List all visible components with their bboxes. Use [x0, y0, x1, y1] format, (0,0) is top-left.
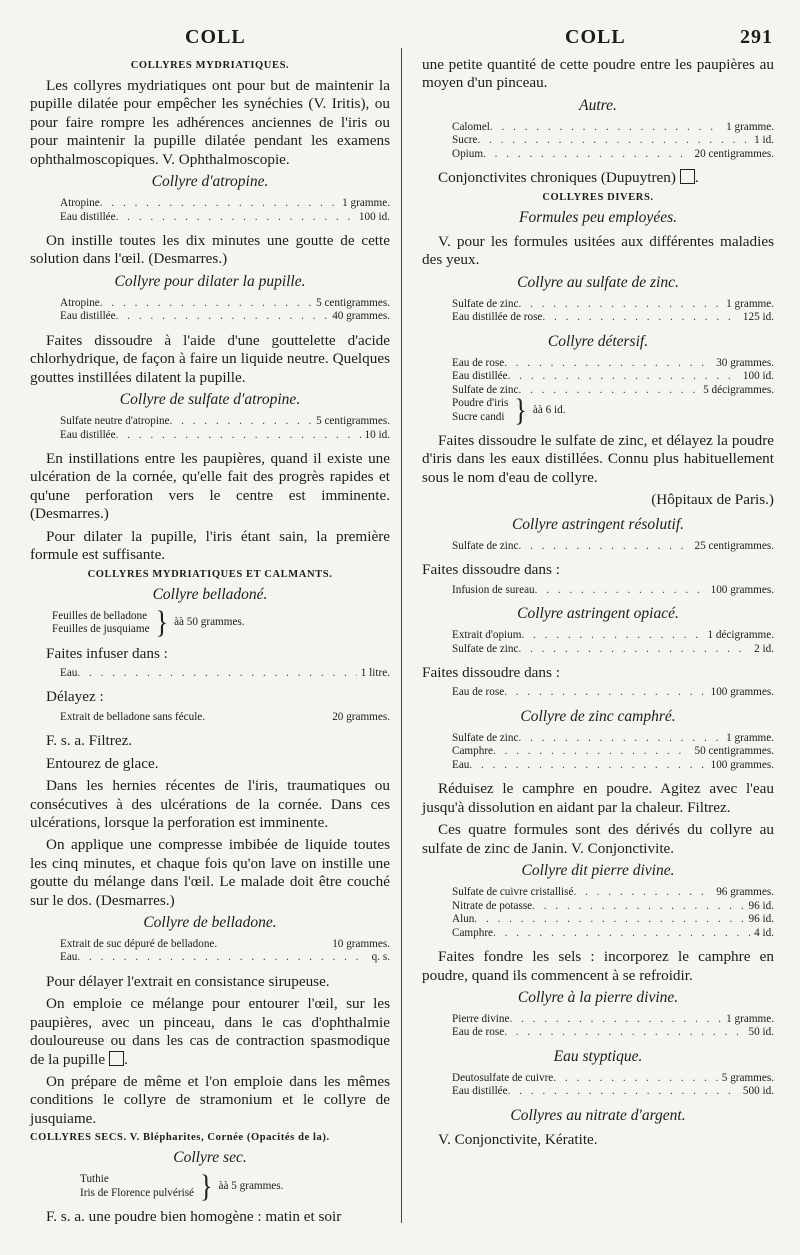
quantity: 5 grammes.	[721, 1071, 774, 1084]
recipe-line	[422, 121, 774, 135]
paragraph: V. Conjonctivite, Kératite.	[438, 1130, 598, 1148]
recipe-line	[422, 1013, 774, 1027]
quantity: 10 id.	[364, 428, 390, 441]
recipe-line	[30, 951, 390, 965]
paragraph: On instille toutes les dix minutes une goutte de cette solution dans l'œil. (Desmarres.)	[30, 232, 390, 268]
recipe	[30, 297, 390, 324]
paragraph: Entourez de glace.	[46, 754, 159, 772]
quantity: 1 litre.	[360, 666, 390, 679]
quantity: àà 50 grammes.	[174, 616, 245, 629]
recipe	[422, 584, 774, 598]
ingredient-list	[452, 397, 508, 424]
quantity: 50 centigrammes.	[694, 745, 774, 758]
ingredient: Extrait d'opium	[452, 629, 522, 642]
recipe	[422, 1013, 774, 1040]
ingredient: Alun	[452, 913, 475, 926]
quantity: 30 grammes.	[716, 356, 774, 369]
recipe-title: Collyre détersif.	[547, 332, 649, 350]
recipe-line	[422, 900, 774, 914]
ingredient: Eau	[452, 758, 470, 771]
recipe-line	[30, 667, 390, 681]
paragraph-text: On emploie ce mélange pour entourer l'œil, sur les paupières, avec un pinceau, dans le cas d'ophthalmie douloureuse ou dans les cas de contraction spasmodique de la pupille	[30, 995, 390, 1068]
ingredient: Eau distillée	[60, 310, 116, 323]
ingredient: Sulfate de zinc	[452, 731, 519, 744]
square-symbol-icon	[109, 1051, 124, 1066]
ingredient: Eau distillée	[60, 210, 116, 223]
ingredient: Eau de rose	[452, 356, 505, 369]
paragraph: On applique une compresse imbibée de liquide toutes les cinq minutes, et chaque fois qu'on lave on instille une goutte du mélange dans l'œil. Le malade doit être couché sur le dos. (Desmarres.)	[30, 836, 390, 909]
quantity: 96 id.	[748, 899, 774, 912]
ingredient: Camphre	[452, 745, 494, 758]
recipe-group	[30, 1168, 390, 1204]
quantity: 1 décigramme.	[707, 629, 774, 642]
recipe-title: Collyre astringent résolutif.	[511, 515, 685, 533]
recipe-title: Collyre belladoné.	[152, 585, 268, 603]
recipe-title: Formules peu employées.	[519, 208, 677, 226]
quantity: 10 grammes.	[332, 937, 390, 950]
ingredient: Sulfate de zinc	[452, 642, 519, 655]
ingredient: Sucre candi	[452, 410, 505, 423]
quantity: 25 centigrammes.	[694, 539, 774, 552]
recipe-line	[422, 134, 774, 148]
quantity: 40 grammes.	[332, 310, 390, 323]
brace-glyph: }	[514, 392, 527, 428]
recipe-line	[422, 913, 774, 927]
recipe	[30, 415, 390, 442]
section-heading: COLLYRES DIVERS.	[542, 191, 654, 203]
paragraph: Faites dissoudre dans :	[422, 664, 560, 682]
ingredient: Sulfate de zinc	[452, 297, 519, 310]
paragraph: On emploie ce mélange pour entourer l'œil, sur les paupières, avec un pinceau, dans le cas d'ophthalmie douloureuse ou dans les cas de contraction spasmodique de la pupille .	[30, 995, 390, 1068]
recipe-title: Eau styptique.	[553, 1047, 643, 1065]
recipe-line	[422, 629, 774, 643]
paragraph: Ces quatre formules sont des dérivés du collyre au sulfate de zinc de Janin. V. Conjonctivite.	[422, 821, 774, 857]
recipe-title: Collyre astringent opiacé.	[517, 605, 679, 623]
recipe-title: Collyre dit pierre divine.	[521, 862, 675, 880]
recipe-title: Collyres au nitrate d'argent.	[510, 1106, 686, 1124]
paragraph: Faites fondre les sels : incorporez le camphre en poudre, quand ils commencent à se refroidir.	[422, 948, 774, 984]
ingredient: Extrait de suc dépuré de belladone.	[60, 937, 218, 950]
paragraph: Conjonctivites chroniques (Dupuytren) .	[438, 169, 699, 187]
quantity: 100 grammes.	[710, 758, 774, 771]
recipe-title: Collyre de zinc camphré.	[520, 707, 676, 725]
recipe-line	[422, 1085, 774, 1099]
ingredient: Sulfate de zinc	[452, 539, 519, 552]
paragraph: Réduisez le camphre en poudre. Agitez avec l'eau jusqu'à dissolution en aidant par la chaleur. Filtrez.	[422, 780, 774, 816]
recipe-line	[30, 197, 390, 211]
section-heading: COLLYRES MYDRIATIQUES.	[130, 60, 290, 71]
recipe-line	[422, 298, 774, 312]
recipe	[422, 121, 774, 162]
ingredient: Eau distillée	[60, 428, 116, 441]
paragraph: Faites infuser dans :	[46, 644, 168, 662]
paragraph-text: Conjonctivites chroniques (Dupuytren)	[438, 169, 676, 187]
paragraph: Les collyres mydriatiques ont pour but de maintenir la pupille dilatée pour empêcher les synéchies (V. Iritis), ou pour faire rompre les adhérences anciennes de l'iris ou pour maintenir la pupille dilatée pendant les examens ophthalmoscopiques. V. Ophthalmoscopie.	[30, 77, 390, 168]
recipe-line	[422, 148, 774, 162]
recipe-title: Collyre à la pierre divine.	[517, 988, 679, 1006]
ingredient: Atropine	[60, 197, 100, 210]
quantity: 50 id.	[748, 1026, 774, 1039]
recipe-title: Collyre pour dilater la pupille.	[114, 272, 306, 290]
recipe-title: Autre.	[579, 96, 617, 114]
quantity: 5 centigrammes.	[316, 296, 390, 309]
paragraph: Faites dissoudre à l'aide d'une gouttelette d'acide chlorhydrique, de façon à faire un liquide neutre. Quelques gouttes instillées dilatent la pupille.	[30, 331, 390, 386]
paragraph: Faites dissoudre dans :	[422, 561, 560, 579]
recipe-group	[422, 392, 774, 428]
recipe	[30, 938, 390, 965]
quantity: 1 id.	[754, 134, 774, 147]
paragraph: V. pour les formules usitées aux différentes maladies des yeux.	[422, 232, 774, 269]
paragraph: F. s. a. une poudre bien homogène : matin et soir	[46, 1208, 342, 1226]
ingredient: Nitrate de potasse	[452, 899, 533, 912]
recipe-line	[30, 297, 390, 311]
quantity: 5 décigrammes.	[703, 383, 774, 396]
header-right-word: COLL	[565, 26, 626, 48]
ingredient: Feuilles de belladone	[52, 609, 148, 622]
ingredient: Calomel	[452, 120, 490, 133]
right-column	[422, 56, 774, 1153]
paragraph: Pour dilater la pupille, l'iris étant sain, la première formule est suffisante.	[30, 527, 390, 564]
recipe-line	[422, 686, 774, 700]
ingredient: Sulfate neutre d'atropine	[60, 415, 170, 428]
quantity: 1 gramme.	[726, 297, 774, 310]
paragraph: Dans les hernies récentes de l'iris, traumatiques ou consécutives à des ulcérations de la cornée. Dans ces ulcérations, lorsque la perforation est imminente.	[30, 777, 390, 831]
recipe-title: Collyre sec.	[173, 1149, 247, 1167]
quantity: 500 id.	[742, 1085, 774, 1098]
recipe	[422, 298, 774, 325]
ingredient: Eau distillée	[452, 370, 508, 383]
ingredient: Feuilles de jusquiame	[52, 623, 150, 635]
recipe-line	[422, 1026, 774, 1040]
quantity: 1 gramme.	[726, 120, 774, 133]
recipe	[30, 197, 390, 224]
header-left-word: COLL	[185, 26, 246, 48]
ingredient: Infusion de sureau	[452, 583, 535, 596]
quantity: 100 grammes.	[710, 583, 774, 596]
ingredient: Eau distillée	[452, 1085, 508, 1098]
brace-glyph: }	[155, 605, 169, 640]
ingredient: Tuthie	[80, 1173, 109, 1186]
recipe-line	[422, 759, 774, 773]
ingredient: Deutosulfate de cuivre	[452, 1071, 554, 1084]
recipe-line	[30, 211, 390, 225]
quantity: 20 grammes.	[332, 710, 390, 723]
paragraph: Faites dissoudre le sulfate de zinc, et délayez la poudre d'iris dans les eaux distillées. Connu plus habituellement sous le nom d'eau de collyre.	[422, 432, 774, 486]
recipe-line	[422, 311, 774, 325]
recipe-line	[422, 357, 774, 371]
recipe-line	[422, 927, 774, 941]
ingredient: Eau de rose	[452, 1026, 505, 1039]
paragraph: En instillations entre les paupières, quand il existe une ulcération de la cornée, qu'elle fait des progrès rapides et qu'une perforation vers le centre est imminente. (Desmarres.)	[30, 450, 390, 523]
recipe	[30, 667, 390, 681]
paragraph: F. s. a. Filtrez.	[46, 732, 133, 750]
left-column	[30, 56, 390, 1231]
recipe-title: Collyre de belladone.	[143, 913, 277, 931]
recipe-line	[422, 886, 774, 900]
recipe-group	[30, 605, 390, 640]
recipe	[422, 356, 774, 428]
ingredient: Camphre	[452, 926, 494, 939]
ingredient: Iris de Florence pulvérisé	[80, 1186, 195, 1199]
quantity: 1 gramme.	[726, 1012, 774, 1025]
recipe-line	[422, 1072, 774, 1086]
recipe-line	[30, 711, 390, 725]
quantity: 20 centigrammes.	[694, 147, 774, 160]
recipe-line	[422, 370, 774, 384]
recipe	[422, 629, 774, 656]
quantity: q. s.	[371, 951, 390, 964]
column-divider	[401, 48, 402, 1223]
recipe	[30, 711, 390, 725]
square-symbol-icon	[680, 169, 695, 184]
ingredient: Pierre divine	[452, 1012, 510, 1025]
ingredient-list	[80, 1173, 194, 1200]
recipe-title: Collyre de sulfate d'atropine.	[119, 391, 301, 409]
citation: (Hôpitaux de Paris.)	[651, 491, 774, 509]
recipe	[422, 1072, 774, 1099]
recipe-title: Collyre au sulfate de zinc.	[517, 273, 679, 291]
recipe-line	[30, 415, 390, 429]
recipe-line	[30, 429, 390, 443]
quantity: 125 id.	[742, 311, 774, 324]
paragraph: On prépare de même et l'on emploie dans les mêmes conditions le collyre de stramonium et le collyre de jusquiame.	[30, 1073, 390, 1127]
recipe	[422, 886, 774, 940]
recipe-line	[422, 643, 774, 657]
quantity: 96 grammes.	[716, 886, 774, 899]
recipe-line	[422, 540, 774, 554]
quantity: 1 gramme.	[726, 731, 774, 744]
paragraph: une petite quantité de cette poudre entre les paupières au moyen d'un pinceau.	[422, 56, 774, 92]
quantity: 100 id.	[358, 210, 390, 223]
ingredient: Sulfate de cuivre cristallisé	[452, 886, 574, 899]
ingredient: Eau distillée de rose	[452, 311, 543, 324]
recipe	[422, 732, 774, 773]
recipe-line	[422, 584, 774, 598]
brace-glyph: }	[200, 1168, 213, 1204]
recipe	[422, 686, 774, 700]
ingredient: Extrait de belladone sans fécule.	[60, 710, 206, 723]
quantity: àà 6 id.	[532, 403, 566, 416]
section-heading: COLLYRES MYDRIATIQUES ET CALMANTS.	[87, 568, 333, 580]
recipe-line	[30, 310, 390, 324]
running-header	[0, 26, 800, 50]
recipe-line	[422, 745, 774, 759]
ingredient: Opium	[452, 147, 484, 160]
ingredient-list	[52, 610, 150, 637]
quantity: 1 gramme.	[342, 197, 390, 210]
page-number: 291	[740, 26, 773, 48]
quantity: 4 id.	[754, 926, 774, 939]
recipe-line	[30, 938, 390, 952]
quantity: àà 5 grammes.	[218, 1179, 284, 1192]
recipe-line	[422, 384, 774, 398]
quantity: 100 grammes.	[710, 686, 774, 699]
recipe	[422, 540, 774, 554]
ingredient: Eau	[60, 666, 78, 679]
paragraph: Délayez :	[46, 688, 104, 706]
ingredient: Eau	[60, 951, 78, 964]
paragraph: Pour délayer l'extrait en consistance sirupeuse.	[46, 972, 330, 990]
quantity: 100 id.	[742, 370, 774, 383]
ingredient: Sulfate de zinc	[452, 383, 519, 396]
quantity: 5 centigrammes.	[316, 415, 390, 428]
ingredient: Eau de rose	[452, 686, 505, 699]
quantity: 2 id.	[754, 642, 774, 655]
ingredient: Atropine	[60, 296, 100, 309]
ingredient: Sucre	[452, 134, 478, 147]
section-heading: COLLYRES SECS. V. Blépharites, Cornée (Opacités de la).	[30, 1132, 330, 1144]
recipe-title: Collyre d'atropine.	[151, 173, 269, 191]
quantity: 96 id.	[748, 913, 774, 926]
recipe-line	[422, 732, 774, 746]
ingredient: Poudre d'iris	[452, 397, 509, 410]
